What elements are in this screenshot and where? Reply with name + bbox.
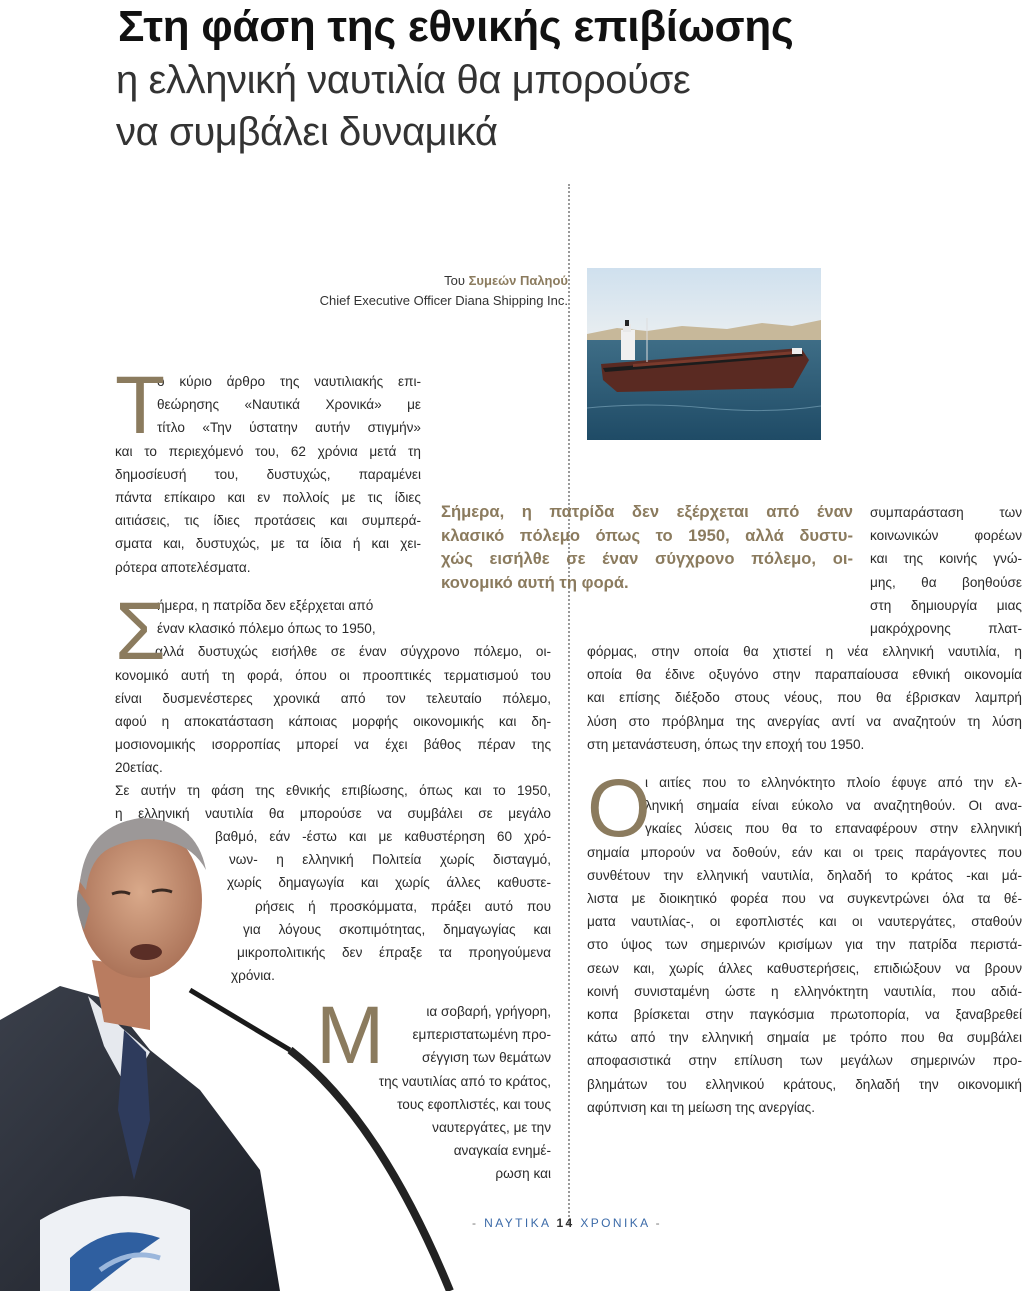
section3-wrap (215, 825, 551, 987)
section4-line: της ναυτιλίας από το κράτος, (378, 1073, 551, 1089)
section2-line: αφού η αποκατάσταση κάποιας μορφής οικονομικής και δη- (115, 714, 551, 730)
byline (320, 271, 568, 311)
intro-line: και το περιεχόμενό του, 62 χρόνια μετά τη (115, 443, 421, 459)
page-number: 14 (556, 1216, 575, 1230)
byline-role: Chief Executive Officer Diana Shipping Inc. (319, 293, 568, 308)
ship-photo (587, 268, 821, 440)
section4-line: ρωση και (495, 1166, 551, 1182)
dropcap-sigma: Σ (115, 586, 166, 677)
section2-line: 20ετίας. (115, 760, 163, 776)
right-col-line: στη μετανάστευση, όπως την εποχή του 1950. (587, 736, 865, 752)
pull-quote-line: χώς εισήλθε σε έναν σύγχρονο πόλεμο, οι- (441, 549, 853, 569)
pull-quote-line: Σήμερα, η πατρίδα δεν εξέρχεται από έναν (441, 502, 853, 521)
right-col-cont (587, 640, 1022, 756)
pull-quote (441, 500, 853, 594)
section5-line: κοινή συνισταμένη ώστε η ελληνόκτητη ναυτιλία, που αδιά- (587, 983, 1022, 999)
section2-line: αλλά δυστυχώς εισήλθε σε έναν σύγχρονο πόλεμο, οι- (155, 644, 551, 660)
section4-line: τους εφοπλιστές, και τους (397, 1096, 551, 1112)
section3-line: χρόνια. (231, 968, 275, 984)
section5-line: ι αιτίες που το ελληνόκτητο πλοίο έφυγε από την ελ- (645, 775, 1022, 790)
right-col-line: συμπαράσταση των (870, 505, 1022, 520)
footer-word-1: ΝΑΥΤΙΚΑ (484, 1216, 551, 1230)
section4-paragraph (320, 1000, 551, 1186)
headline-line-3: να συμβάλει δυναμικά (116, 110, 498, 154)
right-col-line: και της κοινής γνώ- (870, 551, 1022, 567)
intro-line: αιτιάσεις, τις ίδιες προτάσεις και συμπερά- (115, 513, 421, 529)
section3-line: ρήσεις ή προσκόμματα, πράξει αυτό που (255, 898, 551, 914)
section2-line: ήμερα, η πατρίδα δεν εξέρχεται από (157, 598, 374, 613)
right-col-top (870, 501, 1022, 640)
section3-line: χωρίς δημαγωγία και χωρίς άλλες καθυστε- (227, 875, 551, 891)
section2-line: μοσιονομικής ισορροπίας μπορεί να έχει βάθος πέραν της (115, 737, 551, 753)
right-col-line: μακρόχρονης πλατ- (870, 621, 1022, 637)
section4-line: ναυτεργάτες, με την (432, 1120, 551, 1136)
section2-line: κονομικό αυτή τη φορά, όπου οι προοπτικές τερματισμού του (115, 667, 551, 683)
section5-line: συνθέτουν την ελληνική ναυτιλία, δηλαδή το κράτος -και μά- (587, 867, 1022, 883)
headline-line-2: η ελληνική ναυτιλία θα μπορούσε (116, 58, 691, 102)
section5-line: βλημάτων του ελληνικού κράτους, δηλαδή την οικονομική (587, 1076, 1022, 1092)
dropcap-mu: Μ (316, 990, 385, 1081)
right-col-line: λύση στο πρόβλημα της ανεργίας αντί να αναζητούν τη λύση (587, 713, 1022, 729)
right-col-line: κοινωνικών φορέων (870, 528, 1022, 544)
section2-line: έναν κλασικό πόλεμο όπως το 1950, (157, 621, 376, 637)
section5-line: αποφασιστικά στην επίλυση των μεγάλων σημερινών προ- (587, 1053, 1022, 1069)
page-footer (472, 1216, 662, 1230)
intro-line: ρότερα αποτελέσματα. (115, 559, 251, 575)
pull-quote-line: κονομικό αυτή τη φορά. (441, 572, 629, 592)
intro-line: σματα και, δυστυχώς, με τα ίδια ή και χει- (115, 536, 421, 552)
section5-line: ληνική σημαία είναι εύκολο να αναζητηθούν. Οι ανα- (645, 798, 1022, 814)
section3-line: μικροπολιτικής δεν έπραξε τα προηγούμενα (237, 945, 551, 961)
intro-paragraph (115, 360, 421, 579)
right-col-line: μης, θα βοηθούσε (870, 574, 1022, 590)
footer-word-2: ΧΡΟΝΙΚΑ (580, 1216, 650, 1230)
right-col-line: φόρμας, στην οποία θα χτιστεί η νέα ελληνική ναυτιλία, η (587, 644, 1022, 659)
section5-line: γκαίες λύσεις που θα το επαναφέρουν στην ελληνική (645, 821, 1022, 837)
dropcap-t: Τ (115, 360, 166, 451)
section4-line: αναγκαία ενημέ- (453, 1143, 551, 1159)
footer-dash-right: - (655, 1216, 662, 1230)
column-divider (568, 184, 570, 1224)
section3-line: η ελληνική ναυτιλία θα μπορούσε να συμβάλει σε μεγάλο (115, 806, 551, 822)
intro-line: θεώρησης «Ναυτικά Χρονικά» με (157, 397, 421, 413)
section5-line: σημαία μπορούν να δοθούν, εάν και οι τρεις παράγοντες που (587, 844, 1022, 860)
pull-quote-line: κλασικό πόλεμο όπως το 1950, αλλά δυστυ- (441, 525, 853, 545)
section5-line: κοπα βρίσκεται στην παγκόσμια πρωτοπορία, να ξαναβρεθεί (587, 1007, 1022, 1023)
section4-line: ια σοβαρή, γρήγορη, (426, 1004, 551, 1019)
section3-line: νων- η ελληνική Πολιτεία χωρίς δισταγμό, (229, 852, 551, 868)
section5-line: λιστα με διοικητικό φορέα που να συγκεντρώνει όλα τα θέ- (587, 891, 1022, 907)
section4-line: εμπεριστατωμένη προ- (412, 1027, 551, 1043)
dropcap-omicron: Ο (587, 763, 651, 854)
headline-line-1: Στη φάση της εθνικής επιβίωσης (118, 2, 794, 51)
intro-line: δημοσίευσή του, δυστυχώς, παραμένει (115, 466, 421, 482)
section5-line: κάτω από την ελληνική σημαία με τρόπο που θα συμβάλει (587, 1030, 1022, 1046)
right-col-line: οποία θα έδινε οξυγόνο στην παραπαίουσα εθνική οικονομία (587, 667, 1022, 683)
section4-line: σέγγιση των θεμάτων (421, 1050, 551, 1066)
byline-author: Συμεών Παληού (468, 273, 568, 288)
intro-line: πάντα επίκαιρο και εν πολλοίς με τις ίδιες (115, 490, 421, 506)
section5-line: στο ύψος των σημερινών κρισίμων για την πατρίδα περιστά- (587, 937, 1022, 953)
intro-line: τίτλο «Την ύστατην αυτήν στιγμήν» (157, 420, 421, 436)
section2-line: είναι δυσμενέστερες χρονικά από τον τελευταίο πόλεμο, (115, 690, 551, 706)
section5-paragraph (587, 763, 1022, 1119)
section5-line: σεων και, χωρίς άλλες καθυστερήσεις, επιδιώξουν να βρουν (587, 960, 1022, 976)
footer-dash-left: - (472, 1216, 479, 1230)
right-col-line: και επίσης διέξοδο στους νέους, που θα έβρισκαν λαμπρή (587, 690, 1022, 706)
right-col-line: στη δημιουργία μιας (870, 597, 1022, 613)
byline-prefix: Του (444, 273, 465, 288)
section3-line: βαθμό, εάν -έστω και με καθυστέρηση 60 χρό- (215, 829, 551, 844)
section5-line: αφύπνιση και τη μείωση της ανεργίας. (587, 1099, 815, 1115)
intro-line: ο κύριο άρθρο της ναυτιλιακής επι- (157, 374, 421, 389)
section3-line: για λόγους σκοπιμότητας, δημαγωγίας και (243, 921, 551, 937)
section3-line: Σε αυτήν τη φάση της εθνικής επιβίωσης, όπως και το 1950, (115, 783, 551, 798)
section5-line: ματα ναυτιλίας-, οι εφοπλιστές και οι ναυτεργάτες, σταθούν (587, 914, 1022, 930)
section2-paragraph (115, 586, 551, 780)
